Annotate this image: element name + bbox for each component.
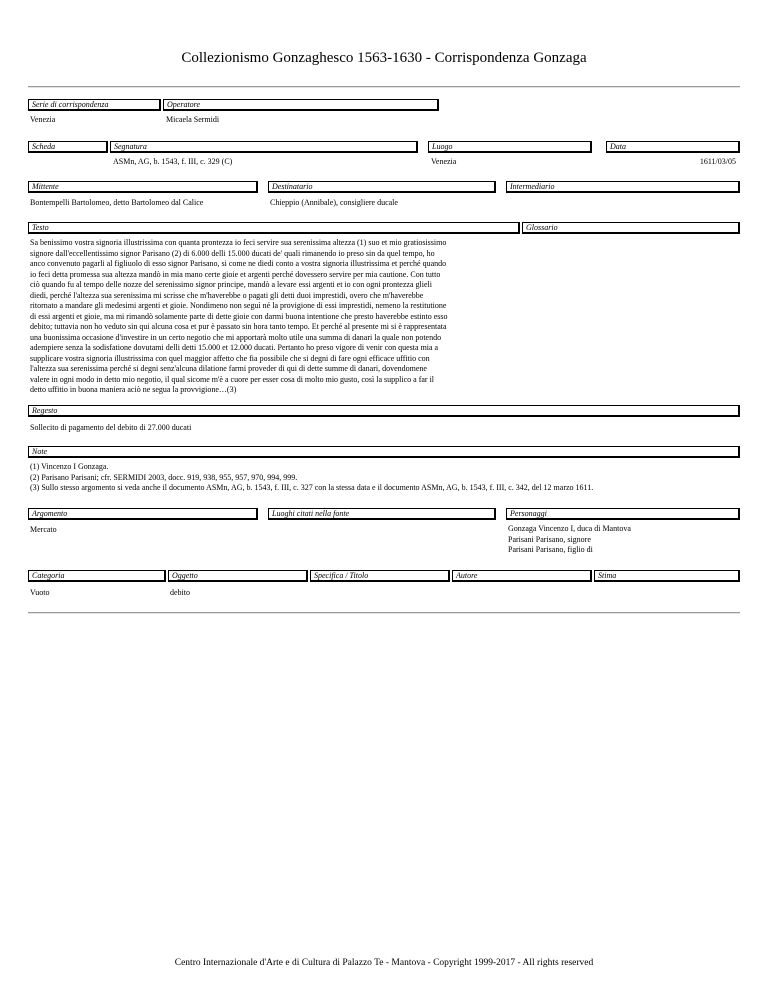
label-serie: Serie di corrispondenza bbox=[28, 99, 161, 111]
label-personaggi: Personaggi bbox=[506, 508, 740, 520]
footer-copyright: Centro Internazionale d'Arte e di Cultura di Palazzo Te - Mantova - Copyright 1999-2017 - All rights reserved bbox=[174, 958, 594, 968]
label-argomento: Argomento bbox=[28, 508, 258, 520]
value-operatore: Micaela Sermidi bbox=[166, 115, 220, 124]
divider bbox=[28, 612, 740, 614]
personaggi-list bbox=[508, 524, 740, 556]
label-segnatura: Segnatura bbox=[110, 141, 418, 153]
testo-line: anco convenuto pagarli al figliuolo di esso signor Parisano, si come ne diedi conto a vostra signoria illustrissima et perché quando bbox=[30, 259, 447, 268]
label-data: Data bbox=[606, 141, 740, 153]
note-line: (3) Sullo stesso argomento si veda anche il documento ASMn, AG, b. 1543, f. III, c. 327 con la stessa data e il documento ASMn, AG, b. 1543, f. III, c. 342, del 12 marzo 1611. bbox=[30, 483, 594, 492]
label-testo: Testo bbox=[28, 222, 520, 234]
testo-line: io feci detta promessa sua altezza mandò in mia mano certe gioie et argenti perché dovessero servire per mia cautione. Con tutto bbox=[30, 269, 441, 279]
note-line: (2) Parisano Parisani; cfr. SERMIDI 2003, docc. 919, 938, 955, 957, 970, 994, 999. bbox=[30, 472, 298, 482]
label-specifica: Specifica / Titolo bbox=[310, 570, 450, 582]
label-operatore: Operatore bbox=[163, 99, 439, 111]
personaggio-item: Parisani Parisano, figlio di bbox=[508, 545, 593, 554]
label-mittente: Mittente bbox=[28, 181, 258, 193]
testo-line: una buonissima occasione d'investire in un certo negotio che mi apportarà molto utile una summa di danari la quale non potendo bbox=[30, 332, 442, 342]
value-oggetto: debito bbox=[170, 588, 190, 597]
value-destinatario: Chieppio (Annibale), consigliere ducale bbox=[270, 198, 398, 207]
label-autore: Autore bbox=[452, 570, 592, 582]
testo-line: ciò quando fu al tempo delle nozze del serenissimo signor principe, mandò a levare essi argenti et io con ogni prontezza glieli bbox=[30, 280, 432, 289]
personaggio-item: Parisani Parisano, signore bbox=[508, 534, 591, 544]
testo-line: ritornato a mandare gli medesimi argenti et gioie. Nondimeno non seguì né la provigione di essi imprestidi, nemeno la restitutione bbox=[30, 301, 447, 310]
label-regesto: Regesto bbox=[28, 405, 740, 417]
value-regesto: Sollecito di pagamento del debito di 27.000 ducati bbox=[30, 423, 192, 432]
testo-line: diedi, perché l'altezza sua serenissima mi scrisse che m'haverebbe o pagati gli detti duoi imprestidi, overo che m'haverebbe bbox=[30, 290, 424, 300]
value-segnatura: ASMn, AG, b. 1543, f. III, c. 329 (C) bbox=[113, 157, 233, 166]
value-mittente: Bontempelli Bartolomeo, detto Bartolomeo dal Calice bbox=[30, 198, 204, 207]
label-categoria: Categoria bbox=[28, 570, 166, 582]
label-luoghi: Luoghi citati nella fonte bbox=[268, 508, 496, 520]
label-scheda: Scheda bbox=[28, 141, 108, 153]
testo-line: l'altezza sua serenissima perché si degni senz'alcuna dilatione farmi proveder di qui di dette summe di danari, dovendomene bbox=[30, 364, 427, 373]
label-oggetto: Oggetto bbox=[168, 570, 308, 582]
value-argomento: Mercato bbox=[30, 525, 57, 534]
page-title: Collezionismo Gonzaghesco 1563-1630 - Corrispondenza Gonzaga bbox=[181, 50, 587, 66]
value-serie: Venezia bbox=[30, 115, 56, 124]
testo-line: valere in ogni modo in detto mio negotio, il qual sicome m'è a cuore per esser cosa di molto mio gusto, così la supplico a far il bbox=[30, 374, 435, 384]
note-line: (1) Vincenzo I Gonzaga. bbox=[30, 462, 109, 471]
note-body bbox=[30, 462, 738, 494]
label-destinatario: Destinatario bbox=[268, 181, 496, 193]
value-categoria: Vuoto bbox=[30, 588, 50, 597]
testo-body bbox=[30, 238, 520, 396]
testo-line: supplicare vostra signoria illustrissima con quel maggior affetto che fia possibile che si degni di fare ogni efficace uffitio con bbox=[30, 353, 430, 363]
label-luogo: Luogo bbox=[428, 141, 592, 153]
label-intermediario: Intermediario bbox=[506, 181, 740, 193]
value-data: 1611/03/05 bbox=[699, 157, 736, 166]
label-stima: Stima bbox=[594, 570, 740, 582]
testo-line: adempiere senza la sodisfatione dovutami delli detti 15.000 et 12.000 ducati. Pertanto ho preso vigore di venir con questa mia a bbox=[30, 343, 439, 352]
testo-line: di essi argenti et gioie, ma mi rimandò solamente parte di dette gioie con darmi buona intentione che presto haverebbe estinto esso bbox=[30, 311, 448, 321]
testo-line: signore dall'eccellentissimo signor Parisano (2) di 6.000 delli 15.000 ducati de' quali rimanendo io preso sin da quel tempo, ho bbox=[30, 248, 435, 258]
value-luogo: Venezia bbox=[431, 157, 457, 166]
label-note: Note bbox=[28, 446, 740, 458]
testo-line: detto uffitio in buona maniera aciò ne segua la provvigione…(3) bbox=[30, 385, 237, 394]
testo-line: Sa benissimo vostra signoria illustrissima con quanta prontezza io feci servire sua serenissima altezza (1) suo et mio gratiosissimo bbox=[30, 238, 447, 247]
divider bbox=[28, 86, 740, 88]
personaggio-item: Gonzaga Vincenzo I, duca di Mantova bbox=[508, 524, 631, 533]
label-glossario: Glossario bbox=[522, 222, 740, 234]
testo-line: debito; tuttavia non ho veduto sin qui alcuna cosa et pur è passato sin hora tanto tempo. Et perché al presente mi si è rappresentata bbox=[30, 322, 447, 331]
